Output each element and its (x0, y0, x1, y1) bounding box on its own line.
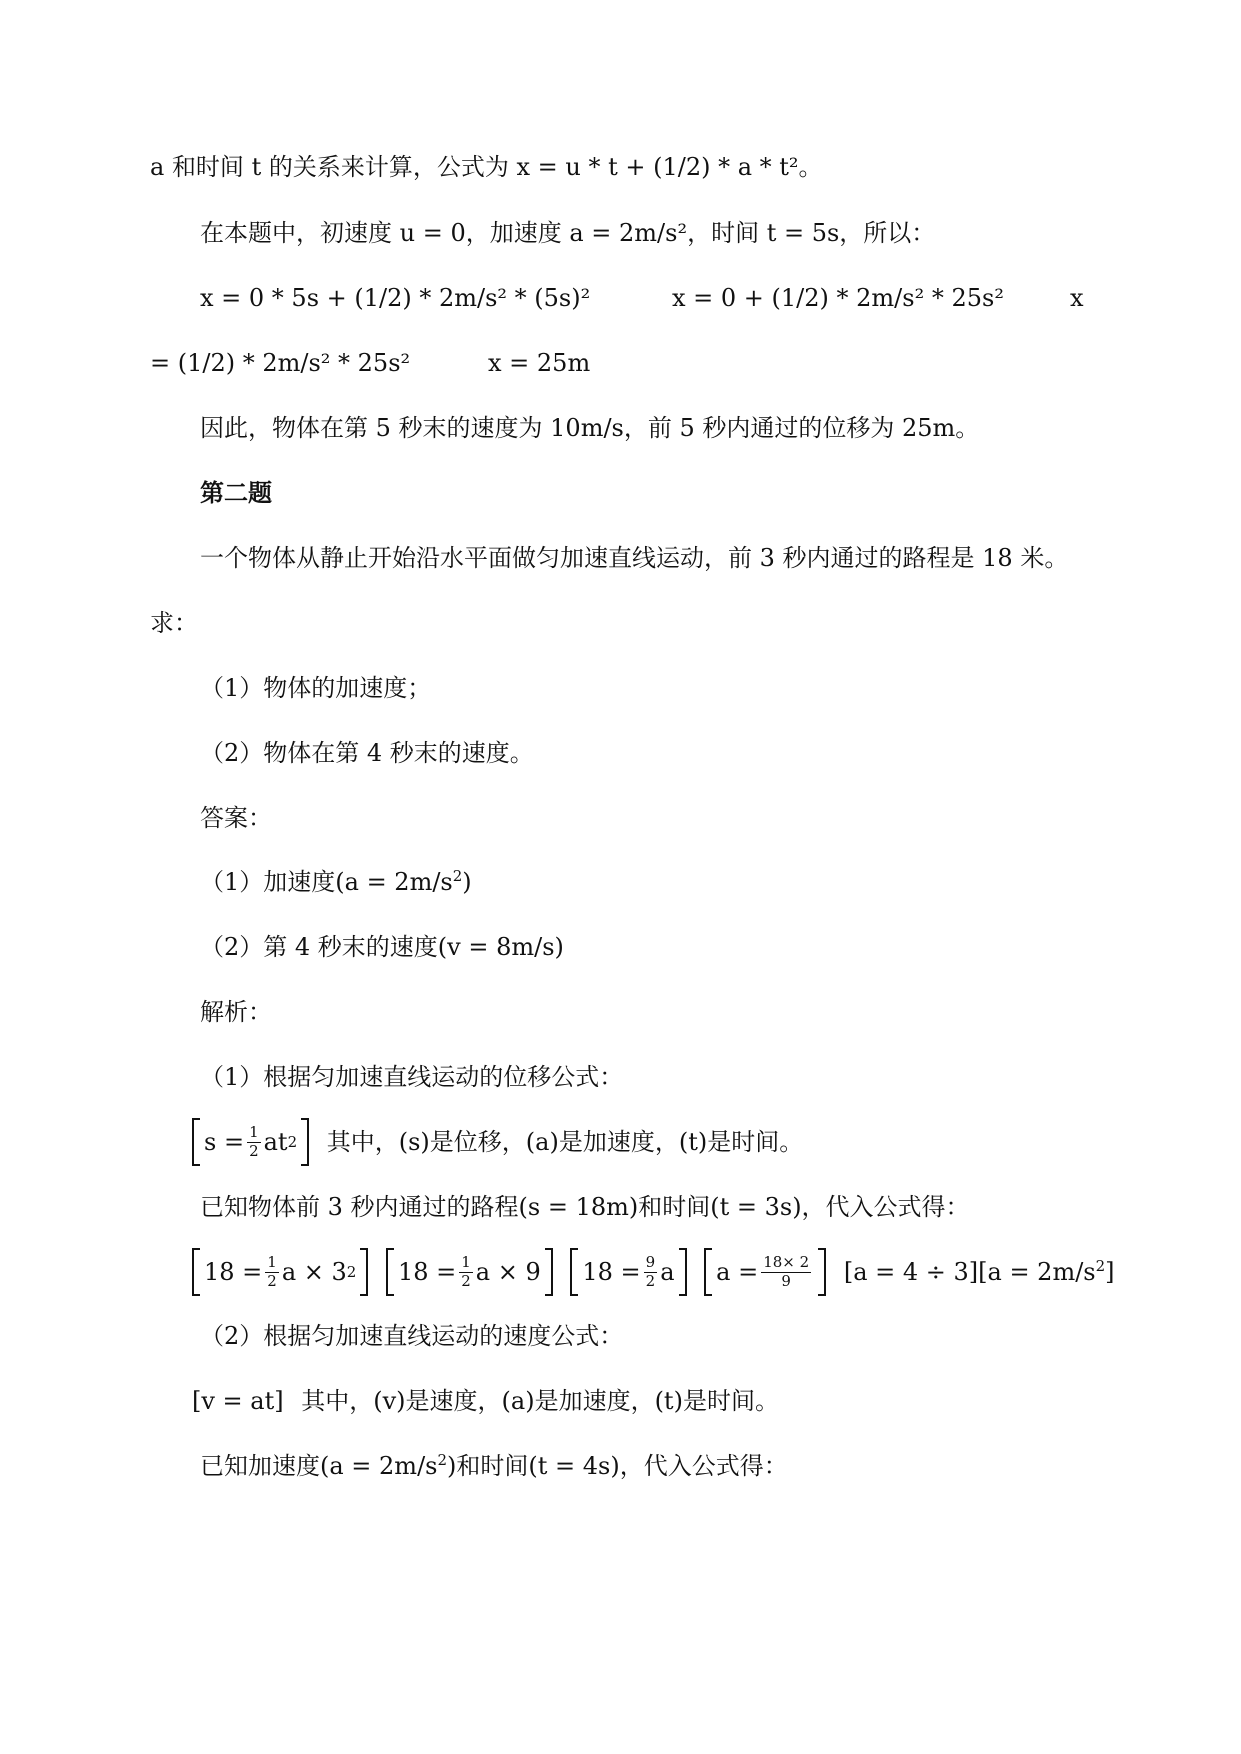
formula-part: 18 = (397, 1258, 457, 1286)
equation-step-5 (844, 1258, 1115, 1286)
left-bracket (386, 1248, 394, 1296)
fraction (761, 1252, 811, 1290)
analysis-text (200, 1451, 788, 1480)
denominator: 9 (781, 1271, 791, 1290)
formula-part: a = (716, 1258, 759, 1286)
formula-part: a (660, 1258, 675, 1286)
right-bracket (545, 1248, 553, 1296)
formula-part: 18 = (582, 1258, 641, 1286)
right-bracket (679, 1248, 687, 1296)
formula-part: s = (204, 1128, 245, 1156)
analysis-text: （2）根据匀加速直线运动的速度公式： (200, 1322, 624, 1350)
denominator: 2 (267, 1271, 277, 1290)
right-bracket (301, 1118, 309, 1166)
equation-line: x = 0 * 5s + (1/2) * 2m/s² * (5s)² (200, 284, 591, 312)
question-item: （2）物体在第 4 秒末的速度。 (200, 739, 534, 767)
equation-step-3 (570, 1248, 686, 1296)
formula-part: 18 = (204, 1258, 263, 1286)
denominator: 2 (461, 1271, 471, 1290)
formula-line (192, 1248, 1115, 1296)
fraction (644, 1252, 658, 1290)
numerator: 18× 2 (763, 1252, 810, 1271)
fraction (265, 1252, 279, 1290)
answer-text-end: ) (462, 868, 472, 896)
formula-part: a × 9 (475, 1258, 541, 1286)
velocity-formula: [v = at] (192, 1387, 284, 1415)
equation-line: x = 25m (488, 349, 591, 377)
left-bracket (192, 1118, 200, 1166)
superscript: 2 (452, 867, 463, 885)
numerator: 1 (461, 1252, 471, 1271)
denominator: 2 (645, 1271, 656, 1290)
answer-label: 答案： (200, 804, 272, 832)
right-bracket (818, 1248, 826, 1296)
question-text: 求： (150, 609, 198, 637)
denominator: 2 (249, 1141, 259, 1160)
superscript: 2 (1095, 1257, 1106, 1275)
formula-part: a × 3 (281, 1258, 347, 1286)
formula-explanation: 其中，(v)是速度，(a)是加速度，(t)是时间。 (301, 1387, 779, 1415)
answer-text: （1）加速度(a = 2m/s (200, 868, 453, 896)
equation-line: x = 0 + (1/2) * 2m/s² * 25s² (672, 284, 1004, 312)
analysis-text: 已知物体前 3 秒内通过的路程(s = 18m)和时间(t = 3s)，代入公式得： (200, 1193, 970, 1221)
analysis-text-part: )和时间(t = 4s)，代入公式得： (447, 1452, 788, 1480)
equation-step-4 (704, 1248, 826, 1296)
answer-item (200, 867, 472, 896)
analysis-label: 解析： (200, 998, 272, 1026)
numerator: 9 (645, 1252, 656, 1271)
text-line: 在本题中，初速度 u = 0，加速度 a = 2m/s²，时间 t = 5s，所以： (200, 219, 936, 247)
equation-step-2 (386, 1248, 553, 1296)
superscript: 2 (437, 1451, 448, 1469)
left-bracket (704, 1248, 712, 1296)
displacement-formula: s = $\frac{1}{2}$ at 2 (192, 1118, 309, 1166)
right-bracket (360, 1248, 368, 1296)
text-line: 因此，物体在第 5 秒末的速度为 10m/s，前 5 秒内通过的位移为 25m。 (200, 414, 980, 442)
fraction (459, 1252, 473, 1290)
question-text: 一个物体从静止开始沿水平面做匀加速直线运动，前 3 秒内通过的路程是 18 米。 (200, 544, 1069, 572)
numerator: 1 (267, 1252, 277, 1271)
formula-part: ] (1105, 1258, 1115, 1286)
fraction (247, 1122, 261, 1160)
equation-line: x (1070, 284, 1084, 312)
analysis-text: （1）根据匀加速直线运动的位移公式： (200, 1063, 624, 1091)
formula-part: [a = 4 ÷ 3][a = 2m/s (843, 1258, 1096, 1286)
equation-step-1: 18 = $\frac{1}{2}$ a × 3 2 (192, 1248, 368, 1296)
formula-line (192, 1118, 803, 1166)
formula-line (192, 1389, 779, 1413)
formula-explanation: 其中，(s)是位移，(a)是加速度，(t)是时间。 (326, 1128, 804, 1156)
analysis-text-part: 已知加速度(a = 2m/s (200, 1452, 438, 1480)
left-bracket (192, 1248, 200, 1296)
equation-line: = (1/2) * 2m/s² * 25s² (150, 349, 411, 377)
section-heading: 第二题 (200, 478, 272, 507)
left-bracket (570, 1248, 578, 1296)
text-line: a 和时间 t 的关系来计算，公式为 x = u * t + (1/2) * a * t²。 (150, 153, 823, 181)
numerator: 1 (249, 1122, 259, 1141)
question-item: （1）物体的加速度； (200, 674, 432, 702)
answer-item: （2）第 4 秒末的速度(v = 8m/s) (200, 933, 564, 961)
formula-part: at (263, 1128, 288, 1156)
